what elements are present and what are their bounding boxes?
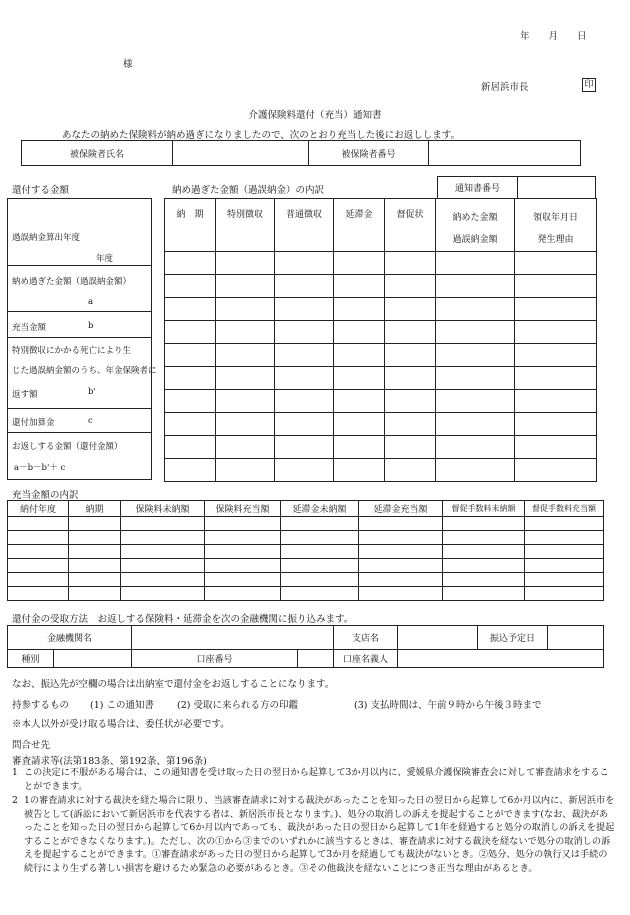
- bank-name-value[interactable]: [132, 626, 334, 650]
- appeal-item-2-number: 2: [12, 795, 18, 806]
- transfer-date-label: 振込予定日: [478, 626, 548, 650]
- receipt-method-title: 還付金の受取方法 お返しする保険料・延滞金を次の金融機関に振り込みます。: [12, 614, 354, 625]
- bank-name-label: 金融機関名: [8, 626, 132, 650]
- overpaid-row: [8, 265, 151, 312]
- document-title: 介護保険料還付（充当）通知書: [248, 110, 382, 121]
- col-paid-amount-label: 納めた金額: [452, 213, 498, 223]
- account-type-value[interactable]: [54, 650, 132, 668]
- refund-section-title: 還付する金額: [12, 185, 70, 196]
- allocation-row[interactable]: [8, 545, 604, 559]
- col-reminder: 督促状: [385, 199, 436, 252]
- allocation-section-title: 充当金額の内訳: [12, 490, 79, 501]
- col-due-period: 納 期: [165, 199, 216, 252]
- breakdown-row[interactable]: [165, 413, 597, 436]
- appeal-title: 審査請求等(法第183条、第192条、第196条): [12, 756, 207, 767]
- blank-account-note: なお、振込先が空欄の場合は出納室で還付金をお返しすることになります。: [12, 679, 335, 690]
- pension-return-line1: 特別徴収にかかる死亡により生: [12, 346, 132, 356]
- issuer-name: 新居浜市長: [481, 82, 529, 93]
- appeal-item-1: [12, 766, 616, 793]
- branch-value[interactable]: [398, 626, 478, 650]
- notice-number-value[interactable]: [518, 177, 596, 199]
- allocation-row[interactable]: [8, 531, 604, 545]
- refund-total-label: お返しする金額（還付金額）: [12, 442, 123, 452]
- col-late-fee: 延滞金: [334, 199, 385, 252]
- breakdown-row[interactable]: [165, 459, 597, 482]
- col-payment-year: 納付年度: [8, 501, 69, 517]
- addition-label: 還付加算金: [12, 418, 55, 428]
- appeal-item-1-text: この決定に不服がある場合は、この通知書を受け取った日の翌日から起算して3か月以内に、愛媛県介護保険審査会に対して審査請求をすることができます。: [24, 767, 609, 792]
- col-paid-amount: [436, 199, 515, 252]
- breakdown-row[interactable]: [165, 344, 597, 367]
- calc-year-label: 過誤納金算出年度: [12, 233, 81, 243]
- bank-row: [8, 626, 604, 650]
- insured-number-label: 被保険者番号: [309, 141, 429, 166]
- branch-label: 支店名: [334, 626, 398, 650]
- col-premium-allocated: 保険料充当額: [205, 501, 281, 517]
- col-premium-unpaid: 保険料未納額: [121, 501, 205, 517]
- account-number-label: 口座番号: [132, 650, 298, 668]
- transfer-date-value[interactable]: [548, 626, 604, 650]
- appeal-item-1-number: 1: [12, 767, 18, 778]
- insured-number-value[interactable]: [429, 141, 581, 166]
- col-receipt-date: [515, 199, 597, 252]
- insured-name-value[interactable]: [173, 141, 309, 166]
- allocation-row[interactable]: [8, 517, 604, 531]
- account-number-value[interactable]: [298, 650, 334, 668]
- addition-sub: c: [88, 416, 93, 426]
- allocation-table: [7, 500, 604, 601]
- col-normal-collection: 普通徴収: [275, 199, 334, 252]
- pension-return-row: [8, 337, 157, 409]
- account-row: [8, 650, 604, 668]
- col-special-collection: 特別徴収: [216, 199, 275, 252]
- col-period: 納期: [69, 501, 121, 517]
- refund-total-row: [8, 432, 151, 480]
- intro-text: あなたの納めた保険料が納め過ぎになりましたので、次のとおり充当した後にお返しします。: [62, 130, 461, 141]
- breakdown-row[interactable]: [165, 436, 597, 459]
- contact-label: 問合せ先: [12, 740, 51, 751]
- pension-return-sub: b': [88, 387, 96, 397]
- seal-mark: 印: [582, 78, 596, 92]
- account-holder-value[interactable]: [398, 650, 604, 668]
- bring-item-3: (3) 支払時間は、午前９時から午後３時まで: [354, 700, 542, 711]
- col-reminder-fee-allocated: 督促手数料充当額: [525, 501, 604, 517]
- col-late-unpaid: 延滞金未納額: [281, 501, 359, 517]
- allocated-sub: b: [88, 321, 94, 331]
- proxy-note: ※本人以外が受け取る場合は、委任状が必要です。: [12, 719, 230, 730]
- col-reminder-fee-unpaid: 督促手数料未納額: [443, 501, 525, 517]
- allocation-row[interactable]: [8, 573, 604, 587]
- breakdown-row[interactable]: [165, 390, 597, 413]
- account-holder-label: 口座名義人: [334, 650, 398, 668]
- calc-year-sub: 年度: [96, 254, 114, 264]
- date-label: 年 月 日: [520, 31, 587, 42]
- allocated-label: 充当金額: [12, 323, 47, 333]
- allocation-row[interactable]: [8, 587, 604, 601]
- bring-item-1: (1) この通知書: [90, 700, 154, 711]
- breakdown-row[interactable]: [165, 275, 597, 298]
- breakdown-table: [164, 198, 597, 482]
- bring-item-2: (2) 受取に来られる方の印鑑: [177, 700, 298, 711]
- allocation-row[interactable]: [8, 559, 604, 573]
- breakdown-header-row: [165, 199, 597, 252]
- col-receipt-date-label: 領収年月日: [532, 213, 578, 223]
- breakdown-title: 納め過ぎた金額（過誤納金）の内訳: [172, 185, 325, 196]
- col-overpaid-amount-label: 過誤納金額: [452, 235, 498, 245]
- appeal-item-2: [12, 794, 616, 875]
- appeal-item-2-text: 1の審査請求に対する裁決を経た場合に限り、当該審査請求に対する裁決があったことを知った日の翌日から起算して6か月以内に、新居浜市を被告として(訴訟において新居浜市を代表する者は、新居浜市長となります。)、処分の取消しの訴えを提起することができます(なお、裁決があったことを知った日の翌日から起算して6か月以内であっても、裁決があった日の翌日から起算して1年を経過すると処分の取消しの訴えを提起することができなくなります。)。ただし、次の①から③までのいずれかに該当するときは、審査請求に対する裁決を経ないで処分の取消しの訴えを提起することができます。①審査請求があった日の翌日から起算して3か月を経過しても裁決がないとき。②処分、処分の執行又は手続の続行により生ずる著しい損害を避けるため緊急の必要があるとき。③その他裁決を経ないことにつき正当な理由があるとき。: [24, 795, 615, 874]
- bank-table: [7, 625, 604, 668]
- allocation-header-row: [8, 501, 604, 517]
- insured-table: [21, 140, 581, 166]
- allocated-row: [8, 311, 151, 338]
- notice-number-label: 通知書番号: [438, 177, 518, 199]
- addressee-suffix: 様: [123, 59, 133, 70]
- col-late-allocated: 延滞金充当額: [359, 501, 443, 517]
- refund-total-formula: a－b－b'＋ c: [14, 463, 66, 473]
- breakdown-row[interactable]: [165, 367, 597, 390]
- refund-summary-box: [7, 198, 157, 480]
- account-type-label: 種別: [8, 650, 54, 668]
- addition-row: [8, 408, 151, 433]
- col-reason-label: 発生理由: [537, 235, 574, 245]
- breakdown-row[interactable]: [165, 252, 597, 275]
- overpaid-sub: a: [88, 297, 94, 307]
- overpaid-label: 納め過ぎた金額（過誤納金額）: [12, 277, 132, 287]
- breakdown-row[interactable]: [165, 321, 597, 344]
- bring-items-label: 持参するもの: [12, 700, 70, 711]
- notice-number-table: [437, 176, 596, 199]
- pension-return-line2: じた過誤納金額のうち、年金保険者に: [12, 366, 157, 376]
- breakdown-row[interactable]: [165, 298, 597, 321]
- insured-name-label: 被保険者氏名: [22, 141, 173, 166]
- pension-return-line3: 返す額: [12, 390, 38, 400]
